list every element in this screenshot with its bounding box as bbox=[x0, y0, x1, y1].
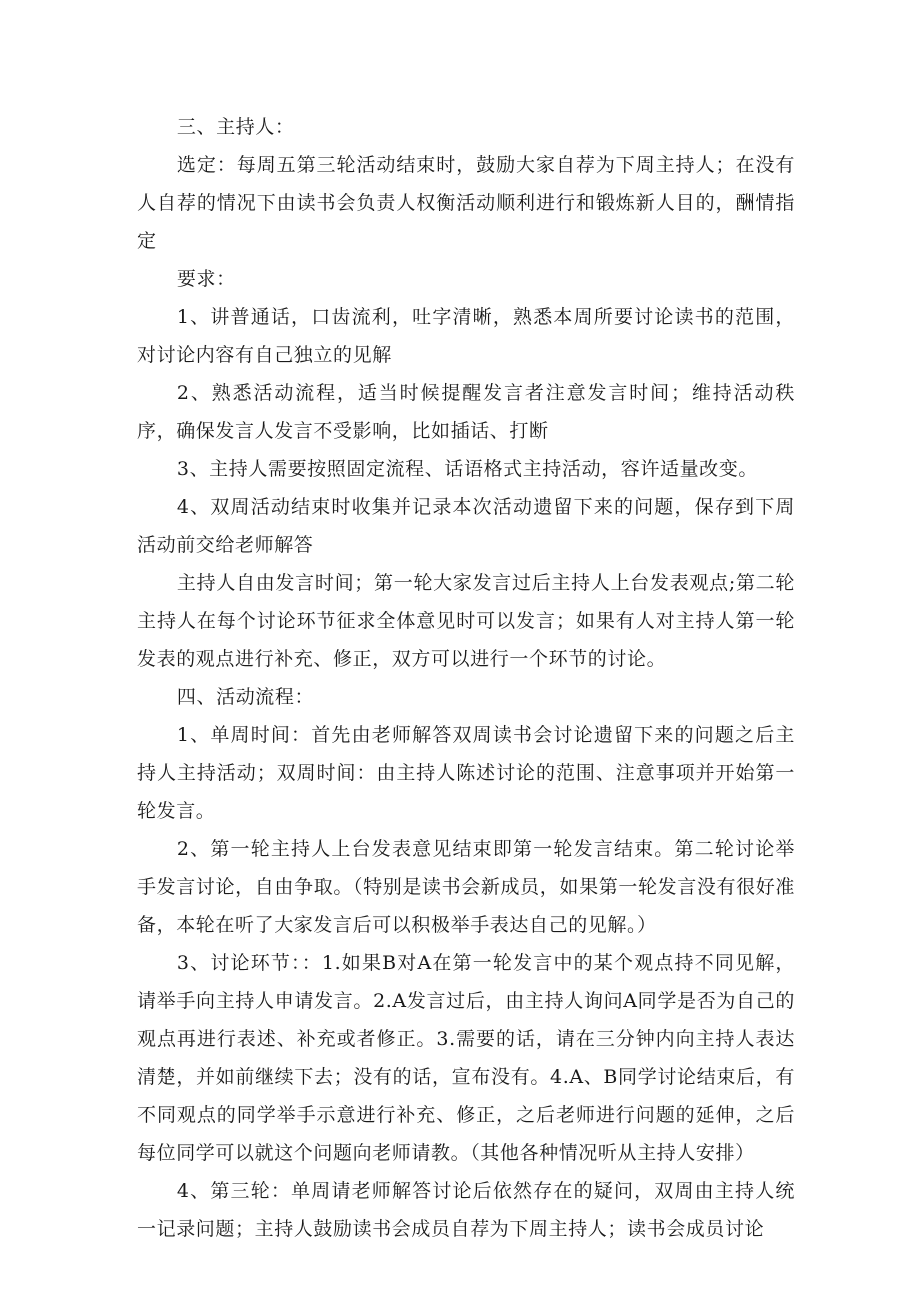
section-four-heading: 四、活动流程： bbox=[176, 686, 315, 708]
process-item-4: 4、第三轮：单周请老师解答讨论后依然存在的疑问，双周由主持人统一记录问题；主持人鼓励读书会成员自荐为下周主持人；读书会成员讨论 bbox=[137, 1180, 795, 1240]
document-body bbox=[137, 108, 795, 1248]
requirement-item-2: 2、熟悉活动流程，适当时候提醒发言者注意发言时间；维持活动秩序，确保发言人发言不受影响，比如插话、打断 bbox=[137, 382, 795, 442]
process-item-3: 3、讨论环节：：1.如果B对A在第一轮发言中的某个观点持不同见解，请举手向主持人申请发言。2.A发言过后，由主持人询问A同学是否为自己的观点再进行表述、补充或者修正。3.需要的话，请在三分钟内向主持人表达清楚，并如前继续下去；没有的话，宣布没有。4.A、B同学讨论结束后，有不同观点的同学举手示意进行补充、修正，之后老师进行问题的延伸，之后每位同学可以就这个问题向老师请教。（其他各种情况听从主持人安排） bbox=[137, 952, 795, 1164]
requirement-item-3: 3、主持人需要按照固定流程、话语格式主持活动，容许适量改变。 bbox=[176, 458, 758, 480]
requirements-heading: 要求： bbox=[176, 268, 236, 290]
process-item-1: 1、单周时间：首先由老师解答双周读书会讨论遗留下来的问题之后主持人主持活动；双周时间：由主持人陈述讨论的范围、注意事项并开始第一轮发言。 bbox=[137, 724, 795, 822]
process-item-2: 2、第一轮主持人上台发表意见结束即第一轮发言结束。第二轮讨论举手发言讨论，自由争取。（特别是读书会新成员，如果第一轮发言没有很好准备，本轮在听了大家发言后可以积极举手表达自己的见解。） bbox=[137, 838, 795, 936]
selection-paragraph: 选定：每周五第三轮活动结束时，鼓励大家自荐为下周主持人；在没有人自荐的情况下由读书会负责人权衡活动顺利进行和锻炼新人目的，酬情指定 bbox=[137, 154, 795, 252]
host-speaking-paragraph: 主持人自由发言时间；第一轮大家发言过后主持人上台发表观点;第二轮主持人在每个讨论环节征求全体意见时可以发言；如果有人对主持人第一轮发表的观点进行补充、修正，双方可以进行一个环节的讨论。 bbox=[137, 572, 795, 670]
section-three-heading: 三、主持人： bbox=[176, 116, 295, 138]
requirement-item-4: 4、双周活动结束时收集并记录本次活动遗留下来的问题，保存到下周活动前交给老师解答 bbox=[137, 496, 795, 556]
requirement-item-1: 1、讲普通话，口齿流利，吐字清晰，熟悉本周所要讨论读书的范围，对讨论内容有自己独立的见解 bbox=[137, 306, 795, 366]
